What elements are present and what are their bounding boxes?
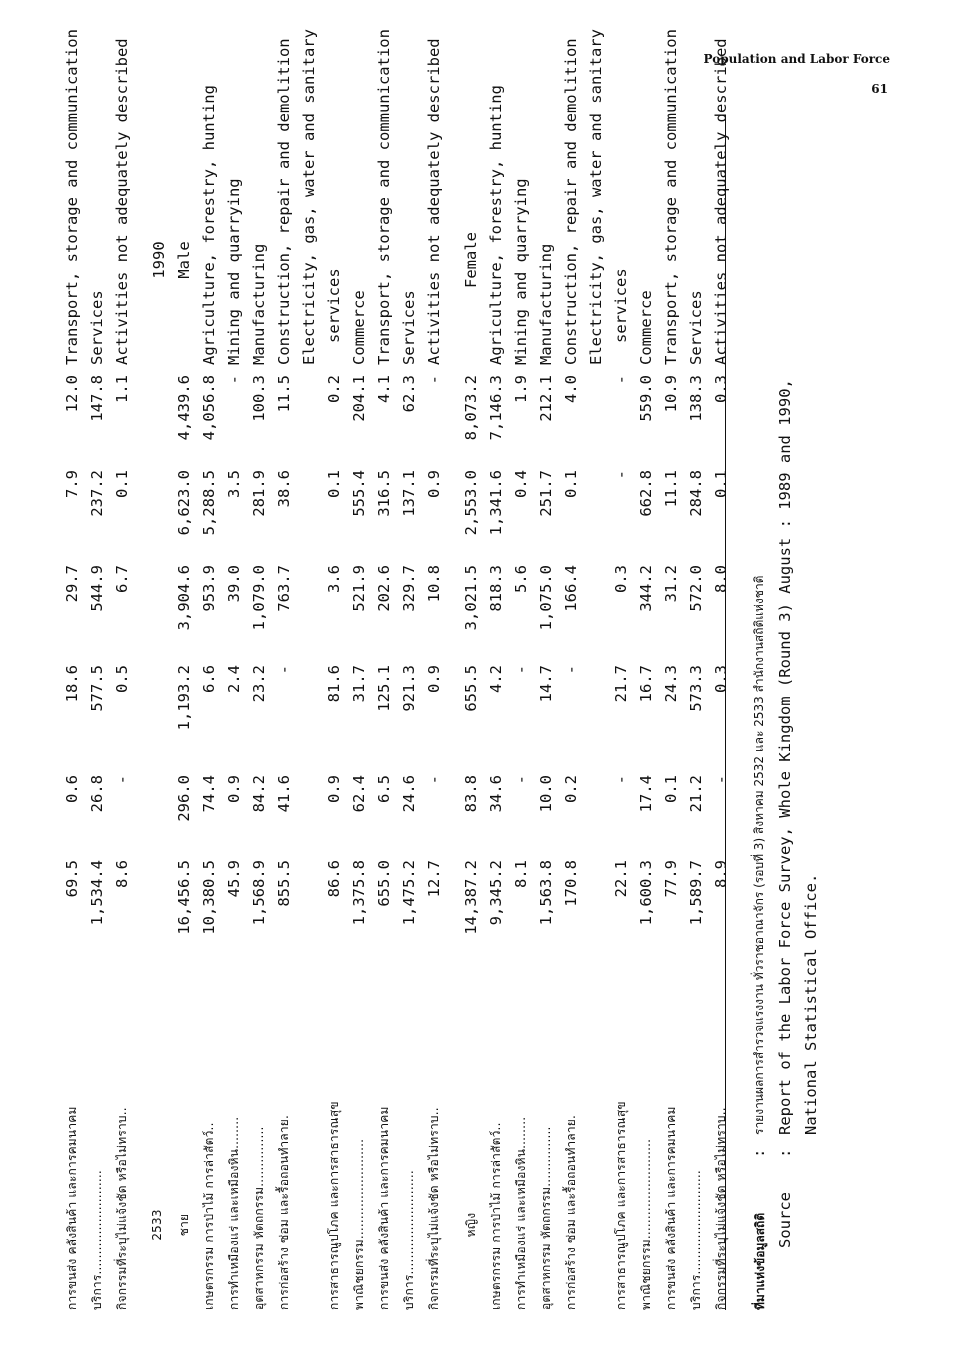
- thai-label: การทำเหมืองแร่ และเหมืองหิน........: [227, 1116, 241, 1310]
- table-row: [372, 29, 397, 1320]
- value-cell: 0.5: [113, 665, 131, 693]
- table-row: [459, 110, 484, 1320]
- english-label: Activities not adequately described: [712, 38, 730, 365]
- english-label: Male: [175, 241, 193, 279]
- value-cell: 0.9: [425, 470, 443, 498]
- value-cell: 0.2: [325, 375, 343, 403]
- table-row: [110, 38, 135, 1320]
- thai-label: การสาธารณูปโภค และการสาธารณสุข: [614, 1101, 628, 1310]
- value-cell: -: [612, 470, 630, 480]
- english-label: Manufacturing: [250, 243, 268, 365]
- value-cell: -: [612, 775, 630, 785]
- value-cell: 23.2: [250, 665, 268, 703]
- table-row: [559, 38, 584, 1320]
- thai-label: อุตสาหกรรม หัตถกรรม...............: [539, 1126, 553, 1310]
- table-row: [709, 38, 734, 1320]
- source-english-key: Source: [776, 1192, 794, 1248]
- value-cell: 41.6: [275, 775, 293, 813]
- value-cell: 83.8: [462, 775, 480, 813]
- value-cell: 3,021.5: [462, 565, 480, 631]
- value-cell: 86.6: [325, 860, 343, 898]
- value-cell: 0.6: [63, 775, 81, 803]
- page-number: 61: [871, 82, 888, 96]
- english-label: Construction, repair and demolition: [562, 38, 580, 365]
- thai-label: หญิง: [464, 1212, 478, 1238]
- value-cell: 16,456.5: [175, 860, 193, 935]
- thai-label: บริการ..........................: [402, 1170, 416, 1310]
- value-cell: 31.7: [350, 665, 368, 703]
- value-cell: 10.9: [662, 375, 680, 413]
- value-cell: 3.5: [225, 470, 243, 498]
- value-cell: 4,439.6: [175, 375, 193, 441]
- english-label: Electricity, gas, water and sanitary: [300, 29, 318, 365]
- source-thai-text: รายงานผลการสำรวจแรงงาน ทั่วราชอาณาจักร (รอบที่ 3) สิงหาคม 2532 และ 2533 สำนักงานสถิติแห่งชาติ: [752, 575, 766, 1135]
- value-cell: 17.4: [637, 775, 655, 813]
- value-cell: 284.8: [687, 470, 705, 517]
- value-cell: 84.2: [250, 775, 268, 813]
- english-label: Transport, storage and communication: [375, 29, 393, 365]
- value-cell: 0.9: [425, 665, 443, 693]
- value-cell: 16.7: [637, 665, 655, 703]
- value-cell: -: [612, 375, 630, 385]
- value-cell: 2,553.0: [462, 470, 480, 536]
- value-cell: 69.5: [63, 860, 81, 898]
- value-cell: 344.2: [637, 565, 655, 612]
- value-cell: 0.4: [512, 470, 530, 498]
- value-cell: 577.5: [88, 665, 106, 712]
- row-spacer: [447, 110, 459, 1320]
- value-cell: 521.9: [350, 565, 368, 612]
- value-cell: -: [562, 665, 580, 675]
- thai-label: 2533: [150, 1209, 164, 1241]
- value-cell: 12.7: [425, 860, 443, 898]
- table-row: [509, 110, 534, 1320]
- value-cell: 572.0: [687, 565, 705, 612]
- value-cell: -: [512, 775, 530, 785]
- value-cell: 5,288.5: [200, 470, 218, 536]
- value-cell: 655.0: [375, 860, 393, 907]
- value-cell: -: [275, 665, 293, 675]
- table-row: [197, 85, 222, 1320]
- value-cell: -: [225, 375, 243, 385]
- english-label: Activities not adequately described: [425, 38, 443, 365]
- value-cell: 12.0: [63, 375, 81, 413]
- value-cell: 77.9: [662, 860, 680, 898]
- thai-label: กิจกรรมที่ระบุไม่แจ้งชัด หรือไม่ทราบ..: [115, 1107, 129, 1310]
- value-cell: -: [512, 665, 530, 675]
- value-cell: 0.1: [562, 470, 580, 498]
- value-cell: 22.1: [612, 860, 630, 898]
- value-cell: 7,146.3: [487, 375, 505, 441]
- table-row: [247, 110, 272, 1320]
- value-cell: 655.5: [462, 665, 480, 712]
- table-row: [659, 29, 684, 1320]
- thai-label: เกษตรกรรม การป่าไม้ การล่าสัตว์..: [489, 1122, 503, 1310]
- value-cell: 0.1: [113, 470, 131, 498]
- value-cell: 137.1: [400, 470, 418, 517]
- value-cell: 10,380.5: [200, 860, 218, 935]
- value-cell: 3.6: [325, 565, 343, 593]
- value-cell: 4,056.8: [200, 375, 218, 441]
- table-row: [60, 29, 85, 1320]
- value-cell: 14,387.2: [462, 860, 480, 935]
- table-row: [222, 110, 247, 1320]
- thai-label: กิจกรรมที่ระบุไม่แจ้งชัด หรือไม่ทราบ..: [714, 1107, 728, 1310]
- value-cell: 1,475.2: [400, 860, 418, 926]
- value-cell: 6,623.0: [175, 470, 193, 536]
- thai-label: พาณิชยกรรม.........................: [639, 1138, 653, 1310]
- table-row: [634, 110, 659, 1320]
- value-cell: 31.2: [662, 565, 680, 603]
- value-cell: -: [425, 375, 443, 385]
- running-header-title: Population and Labor Force: [703, 52, 890, 66]
- value-cell: 10.8: [425, 565, 443, 603]
- value-cell: 147.8: [88, 375, 106, 422]
- english-label: Manufacturing: [537, 243, 555, 365]
- value-cell: 6.6: [200, 665, 218, 693]
- thai-label: การก่อสร้าง ซ่อม และรื้อถอนทำลาย.: [564, 1114, 578, 1310]
- source-english-text-line1: Report of the Labor Force Survey, Whole Kingdom (Round 3) August : 1989 and 1990,: [776, 379, 794, 1135]
- table-row: [484, 85, 509, 1320]
- table-row: [297, 29, 322, 1320]
- value-cell: 4.2: [487, 665, 505, 693]
- value-cell: 7.9: [63, 470, 81, 498]
- table-row: [534, 110, 559, 1320]
- value-cell: 1.1: [113, 375, 131, 403]
- value-cell: 11.5: [275, 375, 293, 413]
- value-cell: -: [113, 775, 131, 785]
- value-cell: 251.7: [537, 470, 555, 517]
- value-cell: 953.9: [200, 565, 218, 612]
- table-row: [584, 29, 609, 1320]
- value-cell: 1,589.7: [687, 860, 705, 926]
- table-row: [684, 110, 709, 1320]
- value-cell: 21.2: [687, 775, 705, 813]
- value-cell: 24.3: [662, 665, 680, 703]
- value-cell: 204.1: [350, 375, 368, 422]
- value-cell: 296.0: [175, 775, 193, 822]
- value-cell: 0.3: [612, 565, 630, 593]
- table-row: [609, 110, 634, 1320]
- thai-label: เกษตรกรรม การป่าไม้ การล่าสัตว์..: [202, 1122, 216, 1310]
- value-cell: 559.0: [637, 375, 655, 422]
- value-cell: 0.1: [712, 470, 730, 498]
- thai-label: การขนส่ง คลังสินค้า และการคมนาคม: [65, 1106, 79, 1310]
- value-cell: 5.6: [512, 565, 530, 593]
- value-cell: 0.1: [662, 775, 680, 803]
- value-cell: 0.9: [325, 775, 343, 803]
- value-cell: 21.7: [612, 665, 630, 703]
- row-spacer: [135, 110, 147, 1320]
- table-row: [422, 38, 447, 1320]
- value-cell: 6.7: [113, 565, 131, 593]
- source-thai-key: ที่มาแห่งข้อมูลสถิติ: [753, 1212, 767, 1310]
- value-cell: 8.1: [512, 860, 530, 888]
- english-label: 1990: [150, 241, 168, 279]
- english-label: Services: [687, 290, 705, 365]
- value-cell: 74.4: [200, 775, 218, 813]
- value-cell: 0.9: [225, 775, 243, 803]
- table-row: [172, 110, 197, 1320]
- thai-label: การก่อสร้าง ซ่อม และรื้อถอนทำลาย.: [277, 1114, 291, 1310]
- value-cell: -: [712, 775, 730, 785]
- thai-label: การขนส่ง คลังสินค้า และการคมนาคม: [377, 1106, 391, 1310]
- thai-label: บริการ..........................: [90, 1170, 104, 1310]
- english-label: Transport, storage and communication: [63, 29, 81, 365]
- value-cell: 62.3: [400, 375, 418, 413]
- value-cell: 18.6: [63, 665, 81, 703]
- value-cell: 1,600.3: [637, 860, 655, 926]
- source-colon: :: [750, 1148, 768, 1158]
- value-cell: 38.6: [275, 470, 293, 508]
- value-cell: 281.9: [250, 470, 268, 517]
- english-label: Activities not adequately described: [113, 38, 131, 365]
- table-row: [147, 110, 172, 1320]
- value-cell: 26.8: [88, 775, 106, 813]
- value-cell: 0.1: [325, 470, 343, 498]
- value-cell: 1,568.9: [250, 860, 268, 926]
- value-cell: 0.3: [712, 375, 730, 403]
- thai-label: กิจกรรมที่ระบุไม่แจ้งชัด หรือไม่ทราบ..: [427, 1107, 441, 1310]
- value-cell: 170.8: [562, 860, 580, 907]
- english-label: services: [612, 268, 630, 343]
- value-cell: 6.5: [375, 775, 393, 803]
- value-cell: 2.4: [225, 665, 243, 693]
- value-cell: 237.2: [88, 470, 106, 517]
- value-cell: 555.4: [350, 470, 368, 517]
- english-label: Mining and quarrying: [225, 178, 243, 365]
- value-cell: 1,075.0: [537, 565, 555, 631]
- english-label: Commerce: [637, 290, 655, 365]
- source-english-row: [776, 379, 794, 1310]
- thai-label: อุตสาหกรรม หัตถกรรม...............: [252, 1126, 266, 1310]
- value-cell: 8.9: [712, 860, 730, 888]
- value-cell: 11.1: [662, 470, 680, 508]
- value-cell: 34.6: [487, 775, 505, 813]
- value-cell: 662.8: [637, 470, 655, 517]
- english-label: Mining and quarrying: [512, 178, 530, 365]
- value-cell: 9,345.2: [487, 860, 505, 926]
- english-label: Agriculture, forestry, hunting: [487, 85, 505, 365]
- value-cell: 8.0: [712, 565, 730, 593]
- value-cell: 544.9: [88, 565, 106, 612]
- value-cell: 14.7: [537, 665, 555, 703]
- value-cell: 855.5: [275, 860, 293, 907]
- value-cell: 45.9: [225, 860, 243, 898]
- table-row: [85, 110, 110, 1320]
- table-body: [60, 29, 734, 1320]
- value-cell: 212.1: [537, 375, 555, 422]
- english-label: Services: [88, 290, 106, 365]
- source-thai-row: [750, 575, 770, 1310]
- english-label: Services: [400, 290, 418, 365]
- value-cell: 818.3: [487, 565, 505, 612]
- english-label: Female: [462, 232, 480, 288]
- table-row: [322, 110, 347, 1320]
- value-cell: 24.6: [400, 775, 418, 813]
- value-cell: 8,073.2: [462, 375, 480, 441]
- source-english-text-line2: National Statistical Office.: [802, 873, 820, 1135]
- value-cell: 3,904.6: [175, 565, 193, 631]
- value-cell: 166.4: [562, 565, 580, 612]
- english-label: services: [325, 268, 343, 343]
- source-colon: :: [776, 1148, 794, 1158]
- thai-label: การทำเหมืองแร่ และเหมืองหิน........: [514, 1116, 528, 1310]
- english-label: Commerce: [350, 290, 368, 365]
- english-label: Construction, repair and demolition: [275, 38, 293, 365]
- value-cell: 1.9: [512, 375, 530, 403]
- source-divider-rule: [725, 115, 726, 1310]
- value-cell: 100.3: [250, 375, 268, 422]
- english-label: Transport, storage and communication: [662, 29, 680, 365]
- value-cell: 8.6: [113, 860, 131, 888]
- table-row: [272, 38, 297, 1320]
- table-row: [397, 110, 422, 1320]
- value-cell: 1,079.0: [250, 565, 268, 631]
- value-cell: 763.7: [275, 565, 293, 612]
- value-cell: 29.7: [63, 565, 81, 603]
- value-cell: 1,341.6: [487, 470, 505, 536]
- value-cell: 81.6: [325, 665, 343, 703]
- thai-label: การสาธารณูปโภค และการสาธารณสุข: [327, 1101, 341, 1310]
- value-cell: 573.3: [687, 665, 705, 712]
- value-cell: 1,534.4: [88, 860, 106, 926]
- thai-label: พาณิชยกรรม.........................: [352, 1138, 366, 1310]
- value-cell: 4.1: [375, 375, 393, 403]
- thai-label: บริการ..........................: [689, 1170, 703, 1310]
- value-cell: 1,375.8: [350, 860, 368, 926]
- value-cell: 1,563.8: [537, 860, 555, 926]
- value-cell: 329.7: [400, 565, 418, 612]
- value-cell: 125.1: [375, 665, 393, 712]
- value-cell: 4.0: [562, 375, 580, 403]
- thai-label: ชาย: [177, 1213, 191, 1237]
- value-cell: 921.3: [400, 665, 418, 712]
- value-cell: 316.5: [375, 470, 393, 517]
- value-cell: 39.0: [225, 565, 243, 603]
- table-row: [347, 110, 372, 1320]
- value-cell: 0.3: [712, 665, 730, 693]
- value-cell: 138.3: [687, 375, 705, 422]
- value-cell: 0.2: [562, 775, 580, 803]
- value-cell: -: [425, 775, 443, 785]
- english-label: Electricity, gas, water and sanitary: [587, 29, 605, 365]
- english-label: Agriculture, forestry, hunting: [200, 85, 218, 365]
- value-cell: 1,193.2: [175, 665, 193, 731]
- value-cell: 62.4: [350, 775, 368, 813]
- value-cell: 10.0: [537, 775, 555, 813]
- thai-label: การขนส่ง คลังสินค้า และการคมนาคม: [664, 1106, 678, 1310]
- value-cell: 202.6: [375, 565, 393, 612]
